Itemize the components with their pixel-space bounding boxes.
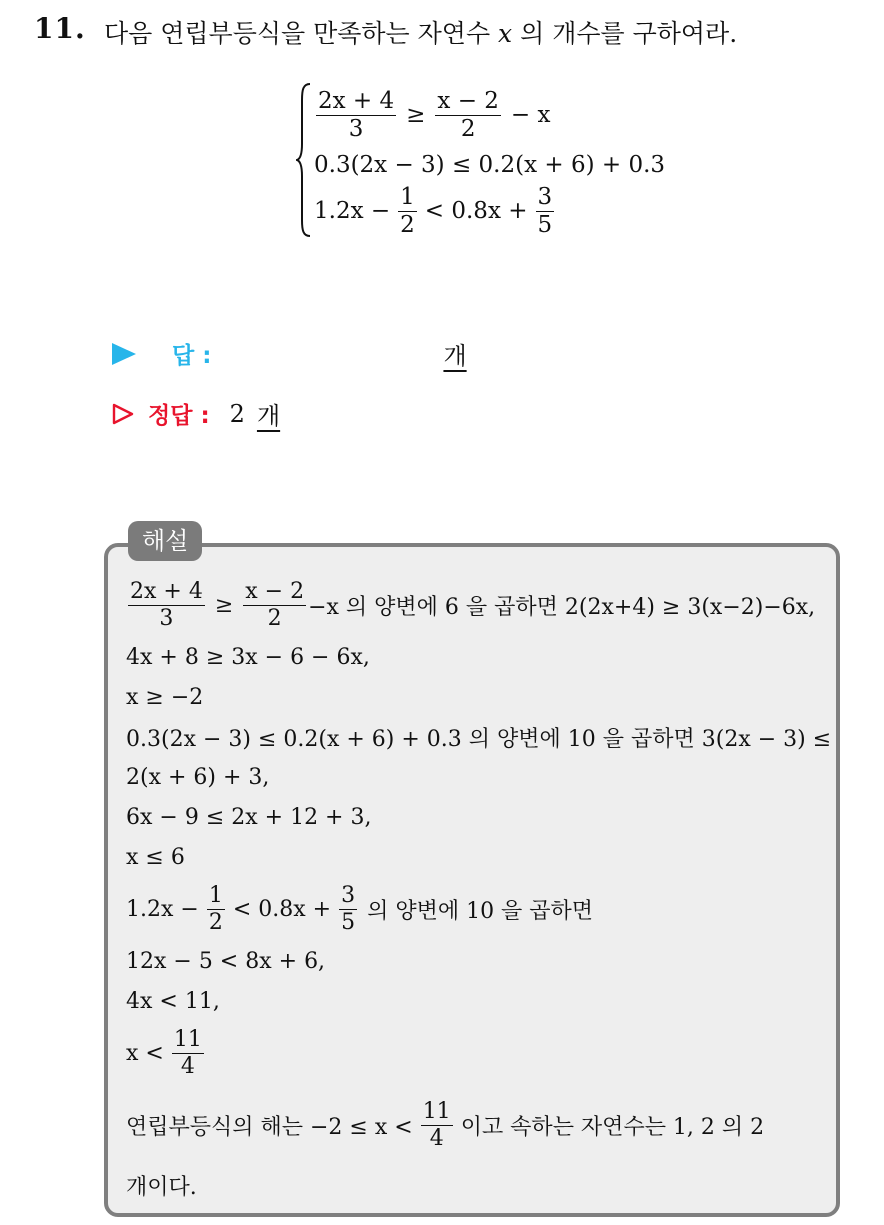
correct-answer-label: 정답 : bbox=[148, 403, 210, 429]
outline-triangle-icon bbox=[112, 403, 134, 425]
solution-line-1 bbox=[126, 573, 831, 637]
solution-line-6: 6x − 9 ≤ 2x + 12 + 3, bbox=[126, 804, 372, 830]
fraction: $\frac{1}{2}$ bbox=[208, 883, 223, 935]
expression: 연립부등식의 해는 −2 ≤ x < bbox=[126, 1114, 413, 1140]
question-text-after: 의 개수를 구하여라. bbox=[520, 19, 738, 48]
fraction: $\frac{2x + 4}{3}$ bbox=[318, 88, 395, 142]
expression: 1.2x − bbox=[126, 896, 199, 922]
solution-line-11 bbox=[126, 1021, 831, 1085]
fraction: $\frac{3}{5}$ bbox=[341, 883, 356, 935]
solution-line-8 bbox=[126, 877, 831, 941]
correct-answer-unit: 개 bbox=[256, 402, 281, 430]
fraction: $\frac{2x + 4}{3}$ bbox=[130, 579, 203, 631]
solution-line-4: 0.3(2x − 3) ≤ 0.2(x + 6) + 0.3 의 양변에 10 을 곱하면 3(2x − 3) ≤ bbox=[126, 726, 832, 752]
system-row-3 bbox=[314, 182, 665, 240]
solution-line-7: x ≤ 6 bbox=[126, 844, 185, 870]
answer-label: 답 : bbox=[172, 343, 212, 369]
fraction: $\frac{x - 2}{2}$ bbox=[245, 579, 305, 631]
expression: 1.2x − bbox=[314, 198, 391, 224]
solution-line-12 bbox=[126, 1085, 831, 1165]
fraction: $\frac{11}{4}$ bbox=[173, 1027, 202, 1079]
system-row-1 bbox=[314, 82, 665, 148]
expression: x < bbox=[126, 1040, 164, 1066]
fraction: $\frac{3}{5}$ bbox=[537, 184, 553, 238]
expression: < 0.8x + bbox=[232, 896, 332, 922]
question-number: 11. bbox=[34, 12, 86, 45]
question-text-before: 다음 연립부등식을 만족하는 자연수 bbox=[104, 19, 491, 48]
question-variable: x bbox=[498, 19, 513, 48]
fraction: $\frac{x - 2}{2}$ bbox=[437, 88, 499, 142]
expression: −x 의 양변에 6 을 곱하면 2(2x+4) ≥ 3(x−2)−6x, bbox=[308, 594, 816, 620]
system-row-2 bbox=[314, 148, 665, 182]
correct-answer-value: 2 bbox=[229, 399, 245, 428]
correct-answer-row bbox=[112, 396, 280, 431]
fraction: $\frac{1}{2}$ bbox=[400, 184, 415, 238]
solution-line-5: 2(x + 6) + 3, bbox=[126, 764, 270, 790]
expression: < 0.8x + bbox=[424, 198, 528, 224]
solution-content bbox=[126, 573, 831, 1205]
answer-unit[interactable]: 개 bbox=[443, 342, 467, 370]
operator: ≥ bbox=[214, 592, 234, 618]
expression: − x bbox=[510, 102, 551, 128]
solution-line-9: 12x − 5 < 8x + 6, bbox=[126, 948, 326, 974]
inequality-system bbox=[296, 82, 676, 238]
solution-line-10: 4x < 11, bbox=[126, 988, 220, 1014]
question-text bbox=[104, 14, 737, 50]
play-triangle-icon bbox=[112, 343, 136, 365]
expression: 이고 속하는 자연수는 1, 2 의 2 bbox=[460, 1114, 765, 1140]
solution-line-2: 4x + 8 ≥ 3x − 6 − 6x, bbox=[126, 644, 370, 670]
expression: 의 양변에 10 을 곱하면 bbox=[367, 898, 594, 924]
expression: 0.3(2x − 3) ≤ 0.2(x + 6) + 0.3 bbox=[314, 152, 666, 178]
solution-tag: 해설 bbox=[128, 521, 202, 561]
left-brace-icon bbox=[296, 82, 312, 238]
system-rows bbox=[314, 82, 665, 240]
fraction: $\frac{11}{4}$ bbox=[422, 1099, 451, 1151]
answer-row bbox=[112, 336, 467, 371]
operator: ≥ bbox=[406, 102, 426, 128]
solution-line-3: x ≥ −2 bbox=[126, 684, 204, 710]
solution-line-13: 개이다. bbox=[126, 1174, 197, 1200]
